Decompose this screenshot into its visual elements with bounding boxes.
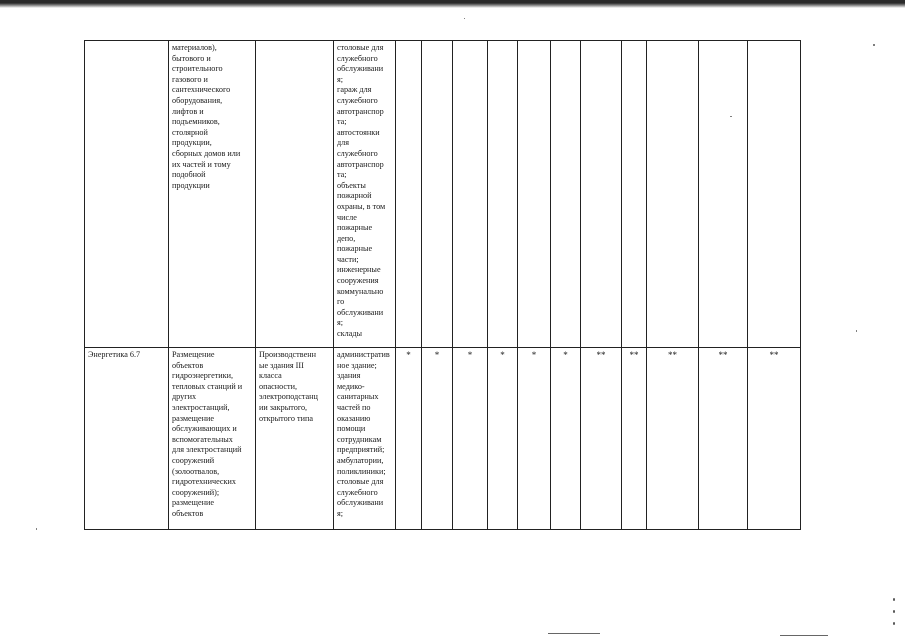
param-cell: * <box>488 348 518 530</box>
param-cell <box>422 41 453 348</box>
param-cell: * <box>396 348 422 530</box>
param-cell: * <box>518 348 551 530</box>
table-row <box>85 348 801 530</box>
scan-top-edge <box>0 0 905 8</box>
scan-speck <box>893 622 895 625</box>
auxiliary-buildings-cell: административ ное здание; здания медико- санитарных частей по оказанию помощи сотрудникам предприятий; амбулатории, поликлиники; столовые для служебного обслуживани я; <box>334 348 396 530</box>
use-type-cell: Энергетика 6.7 <box>85 348 169 530</box>
param-cell <box>748 41 801 348</box>
param-cell <box>488 41 518 348</box>
use-description-cell: материалов), бытового и строительного газового и сантехнического оборудования, лифтов и подъемников, столярной продукции, сборных домов или их частей и тому подобной продукции <box>169 41 256 348</box>
scan-speck <box>36 528 37 530</box>
param-cell <box>551 41 581 348</box>
param-cell: * <box>453 348 488 530</box>
param-cell <box>396 41 422 348</box>
scan-speck <box>873 44 875 46</box>
param-cell: ** <box>581 348 622 530</box>
scan-speck <box>464 18 465 19</box>
param-cell <box>622 41 647 348</box>
use-type-cell <box>85 41 169 348</box>
main-buildings-cell <box>256 41 334 348</box>
scan-speck <box>893 598 895 601</box>
param-cell: ** <box>622 348 647 530</box>
param-cell <box>581 41 622 348</box>
param-cell: ** <box>748 348 801 530</box>
scan-speck <box>893 610 895 613</box>
param-cell: * <box>551 348 581 530</box>
param-cell: ** <box>699 348 748 530</box>
param-cell <box>518 41 551 348</box>
param-cell <box>647 41 699 348</box>
param-cell: * <box>422 348 453 530</box>
scan-line <box>548 633 600 634</box>
table-row <box>85 41 801 348</box>
use-description-cell: Размещение объектов гидроэнергетики, тепловых станций и других электростанций, размещение обслуживающих и вспомогательных для электростанций сооружений (золоотвалов, гидротехнических сооружений); размещение объектов <box>169 348 256 530</box>
main-buildings-cell: Производственн ые здания III класса опасности, электроподстанц ии закрытого, открытого типа <box>256 348 334 530</box>
param-cell <box>699 41 748 348</box>
param-cell: ** <box>647 348 699 530</box>
land-use-regulations-table <box>84 40 801 530</box>
auxiliary-buildings-cell: столовые для служебного обслуживани я; гараж для служебного автотранспор та; автостоянки для служебного автотранспор та; объекты пожарной охраны, в том числе пожарные депо, пожарные части; инженерные сооружения коммунально го обслуживани я; склады <box>334 41 396 348</box>
param-cell <box>453 41 488 348</box>
scan-speck <box>856 330 857 332</box>
scan-line <box>780 635 828 636</box>
